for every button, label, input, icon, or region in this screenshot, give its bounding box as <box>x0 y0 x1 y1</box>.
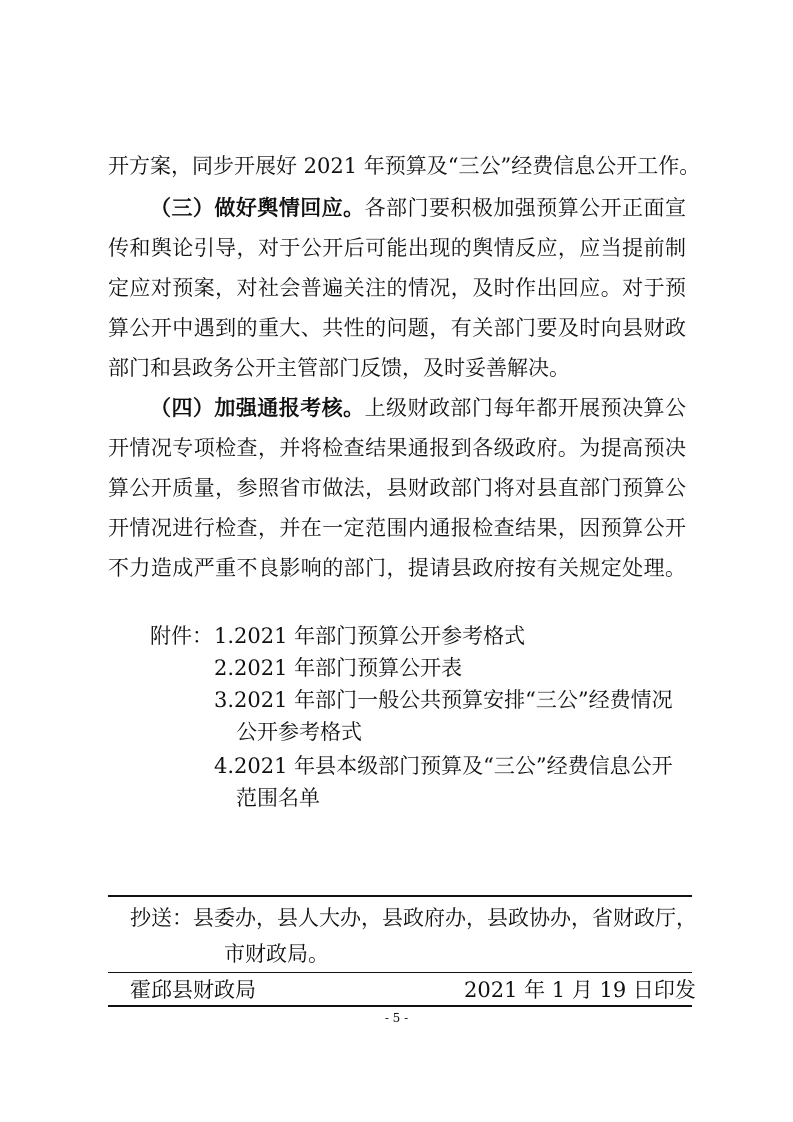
attachment-item-continued: 范围名单 <box>236 786 320 810</box>
body-line: 算公开质量，参照省市做法，县财政部门将对县直部门预算公 <box>108 476 686 500</box>
section-4-heading: （四）加强通报考核。 <box>150 396 365 420</box>
attachment-item: 3.2021 年部门一般公共预算安排“三公”经费情况 <box>214 688 673 712</box>
footer-middle-rule <box>108 972 692 973</box>
body-line: 开情况进行检查，并在一定范围内通报检查结果，因预算公开 <box>108 516 686 540</box>
footer-bottom-rule <box>108 1005 692 1007</box>
footer-top-rule <box>108 895 692 897</box>
body-line: 传和舆论引导，对于公开后可能出现的舆情反应，应当提前制 <box>108 236 686 260</box>
section-3-first-line <box>150 194 686 222</box>
body-line: 开情况专项检查，并将检查结果通报到各级政府。为提高预决 <box>108 436 686 460</box>
cc-recipients-continued: 市财政局。 <box>224 942 329 966</box>
body-line: 部门和县政务公开主管部门反馈，及时妥善解决。 <box>108 356 570 380</box>
issue-date: 2021 年 1 月 19 日印发 <box>464 978 696 1002</box>
issuer: 霍邱县财政局 <box>130 978 256 1002</box>
cc-label: 抄送： <box>130 906 193 930</box>
attachments-label: 附件： <box>150 624 213 648</box>
attachment-item: 1.2021 年部门预算公开参考格式 <box>214 624 526 648</box>
attachment-item: 4.2021 年县本级部门预算及“三公”经费信息公开 <box>214 754 673 778</box>
cc-recipients: 县委办，县人大办，县政府办，县政协办，省财政厅， <box>193 906 697 930</box>
section-4-first-line <box>150 394 686 422</box>
body-line: 定应对预案，对社会普遍关注的情况，及时作出回应。对于预 <box>108 276 686 300</box>
body-line: 算公开中遇到的重大、共性的问题，有关部门要及时向县财政 <box>108 316 686 340</box>
section-3-text: 各部门要积极加强预算公开正面宣 <box>364 196 687 220</box>
attachment-item-continued: 公开参考格式 <box>236 720 362 744</box>
attachment-item: 2.2021 年部门预算公开表 <box>214 656 463 680</box>
section-3-heading: （三）做好舆情回应。 <box>150 196 365 220</box>
body-line: 开方案，同步开展好 2021 年预算及“三公”经费信息公开工作。 <box>108 154 701 178</box>
page-number: - 5 - <box>384 1011 409 1025</box>
body-line: 不力造成严重不良影响的部门，提请县政府按有关规定处理。 <box>108 556 686 580</box>
section-4-text: 上级财政部门每年都开展预决算公 <box>364 396 687 420</box>
